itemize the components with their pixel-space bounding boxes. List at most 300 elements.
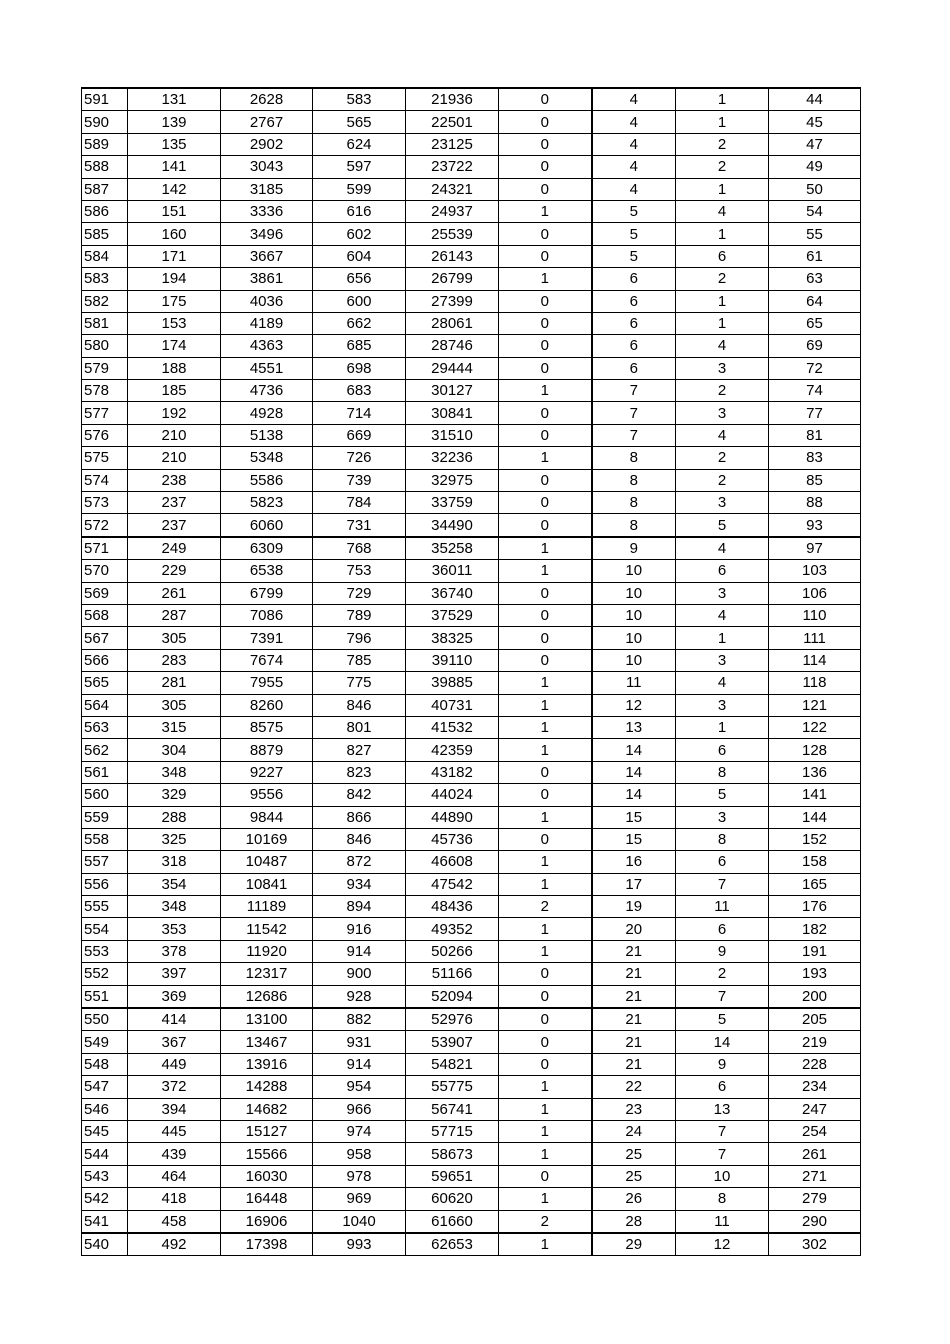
table-row [82, 178, 861, 200]
cell-count-c: 0 [499, 178, 592, 200]
cell-count-b: 731 [313, 514, 406, 537]
cell-cumulative-b: 24937 [406, 200, 499, 222]
cell-cumulative: 15566 [221, 1143, 313, 1165]
table-row [82, 1031, 861, 1053]
cell-count-b: 698 [313, 357, 406, 379]
cell-cumulative-d: 290 [769, 1210, 861, 1233]
cell-score: 573 [82, 492, 128, 514]
cell-cumulative-b: 40731 [406, 694, 499, 716]
cell-cumulative-b: 62653 [406, 1233, 499, 1256]
cell-score: 583 [82, 268, 128, 290]
cell-count-d: 8 [676, 761, 769, 783]
cell-cumulative-d: 228 [769, 1053, 861, 1075]
table-row [82, 469, 861, 491]
cell-score: 564 [82, 694, 128, 716]
cell-count: 160 [128, 223, 221, 245]
cell-count: 281 [128, 672, 221, 694]
cell-count: 464 [128, 1165, 221, 1187]
cell-cumulative: 7674 [221, 649, 313, 671]
table-row [82, 447, 861, 469]
cell-score: 552 [82, 963, 128, 985]
cell-count: 318 [128, 851, 221, 873]
cell-cumulative-c: 7 [592, 380, 676, 402]
cell-cumulative: 12317 [221, 963, 313, 985]
table-row [82, 424, 861, 446]
cell-count-c: 0 [499, 784, 592, 806]
table-row [82, 1098, 861, 1120]
cell-score: 542 [82, 1188, 128, 1210]
table-row [82, 1188, 861, 1210]
cell-count-c: 1 [499, 537, 592, 560]
cell-cumulative: 11542 [221, 918, 313, 940]
cell-cumulative-b: 23125 [406, 133, 499, 155]
cell-count-b: 785 [313, 649, 406, 671]
cell-cumulative: 2902 [221, 133, 313, 155]
cell-score: 559 [82, 806, 128, 828]
table-row [82, 312, 861, 334]
cell-count: 449 [128, 1053, 221, 1075]
cell-score: 579 [82, 357, 128, 379]
cell-count-c: 0 [499, 290, 592, 312]
cell-count-c: 0 [499, 133, 592, 155]
cell-count-b: 842 [313, 784, 406, 806]
cell-count-c: 0 [499, 492, 592, 514]
table-row [82, 402, 861, 424]
cell-count-d: 4 [676, 604, 769, 626]
cell-count: 329 [128, 784, 221, 806]
cell-score: 555 [82, 896, 128, 918]
cell-score: 545 [82, 1120, 128, 1142]
cell-cumulative-d: 69 [769, 335, 861, 357]
cell-cumulative-b: 49352 [406, 918, 499, 940]
cell-cumulative-b: 43182 [406, 761, 499, 783]
cell-count-d: 9 [676, 1053, 769, 1075]
cell-count-d: 2 [676, 380, 769, 402]
cell-cumulative-c: 15 [592, 828, 676, 850]
cell-count-c: 0 [499, 514, 592, 537]
cell-count: 288 [128, 806, 221, 828]
cell-cumulative-d: 247 [769, 1098, 861, 1120]
cell-score: 568 [82, 604, 128, 626]
cell-count-b: 662 [313, 312, 406, 334]
cell-cumulative-c: 6 [592, 268, 676, 290]
cell-count-d: 14 [676, 1031, 769, 1053]
cell-count-c: 0 [499, 649, 592, 671]
cell-cumulative-d: 302 [769, 1233, 861, 1256]
cell-count-d: 7 [676, 873, 769, 895]
cell-count-c: 0 [499, 828, 592, 850]
cell-count: 445 [128, 1120, 221, 1142]
cell-count-c: 2 [499, 1210, 592, 1233]
cell-count-b: 931 [313, 1031, 406, 1053]
cell-cumulative-d: 111 [769, 627, 861, 649]
cell-cumulative-c: 24 [592, 1120, 676, 1142]
cell-cumulative-d: 74 [769, 380, 861, 402]
cell-score: 580 [82, 335, 128, 357]
cell-count-d: 5 [676, 514, 769, 537]
cell-score: 543 [82, 1165, 128, 1187]
cell-cumulative-d: 205 [769, 1008, 861, 1031]
cell-count: 348 [128, 896, 221, 918]
cell-cumulative-b: 26799 [406, 268, 499, 290]
cell-cumulative: 17398 [221, 1233, 313, 1256]
cell-cumulative-c: 7 [592, 424, 676, 446]
cell-cumulative-d: 152 [769, 828, 861, 850]
cell-score: 582 [82, 290, 128, 312]
cell-count-d: 9 [676, 940, 769, 962]
cell-cumulative: 13467 [221, 1031, 313, 1053]
cell-cumulative: 4551 [221, 357, 313, 379]
cell-score: 549 [82, 1031, 128, 1053]
cell-count-d: 1 [676, 716, 769, 738]
cell-count: 394 [128, 1098, 221, 1120]
cell-cumulative: 7086 [221, 604, 313, 626]
cell-cumulative: 4736 [221, 380, 313, 402]
cell-count-d: 3 [676, 582, 769, 604]
cell-count-d: 2 [676, 469, 769, 491]
table-row [82, 873, 861, 895]
cell-cumulative-c: 16 [592, 851, 676, 873]
cell-score: 566 [82, 649, 128, 671]
cell-count-b: 600 [313, 290, 406, 312]
cell-cumulative-d: 193 [769, 963, 861, 985]
cell-cumulative: 4928 [221, 402, 313, 424]
cell-count-d: 4 [676, 200, 769, 222]
cell-cumulative: 11189 [221, 896, 313, 918]
cell-cumulative-d: 72 [769, 357, 861, 379]
cell-cumulative-c: 10 [592, 560, 676, 582]
cell-cumulative-d: 93 [769, 514, 861, 537]
cell-count-c: 2 [499, 896, 592, 918]
cell-count-c: 0 [499, 357, 592, 379]
cell-count: 229 [128, 560, 221, 582]
cell-cumulative-b: 41532 [406, 716, 499, 738]
cell-count-b: 928 [313, 985, 406, 1008]
cell-count-d: 3 [676, 402, 769, 424]
cell-cumulative: 14288 [221, 1076, 313, 1098]
cell-cumulative-b: 28746 [406, 335, 499, 357]
table-row [82, 604, 861, 626]
cell-count-c: 1 [499, 672, 592, 694]
cell-cumulative-c: 9 [592, 537, 676, 560]
cell-score: 541 [82, 1210, 128, 1233]
cell-count-b: 685 [313, 335, 406, 357]
cell-count: 210 [128, 424, 221, 446]
cell-cumulative-c: 15 [592, 806, 676, 828]
cell-count-d: 1 [676, 312, 769, 334]
cell-cumulative: 3043 [221, 156, 313, 178]
cell-count-d: 1 [676, 178, 769, 200]
cell-count-b: 1040 [313, 1210, 406, 1233]
cell-count: 458 [128, 1210, 221, 1233]
cell-score: 544 [82, 1143, 128, 1165]
cell-count-d: 7 [676, 985, 769, 1008]
cell-cumulative: 2628 [221, 88, 313, 111]
table-row [82, 1143, 861, 1165]
cell-count-d: 1 [676, 111, 769, 133]
cell-count-d: 10 [676, 1165, 769, 1187]
cell-cumulative-d: 165 [769, 873, 861, 895]
cell-count: 378 [128, 940, 221, 962]
cell-cumulative-d: 136 [769, 761, 861, 783]
cell-count: 372 [128, 1076, 221, 1098]
cell-cumulative-c: 26 [592, 1188, 676, 1210]
cell-count: 210 [128, 447, 221, 469]
cell-cumulative-b: 53907 [406, 1031, 499, 1053]
cell-count-d: 6 [676, 918, 769, 940]
cell-cumulative-b: 36740 [406, 582, 499, 604]
cell-count-b: 656 [313, 268, 406, 290]
cell-count-c: 1 [499, 918, 592, 940]
cell-cumulative-b: 56741 [406, 1098, 499, 1120]
cell-cumulative-d: 63 [769, 268, 861, 290]
cell-cumulative-b: 52094 [406, 985, 499, 1008]
cell-count-b: 602 [313, 223, 406, 245]
cell-count: 238 [128, 469, 221, 491]
cell-cumulative-c: 28 [592, 1210, 676, 1233]
cell-count: 131 [128, 88, 221, 111]
cell-cumulative-b: 28061 [406, 312, 499, 334]
cell-count: 174 [128, 335, 221, 357]
cell-count-b: 882 [313, 1008, 406, 1031]
cell-count-c: 1 [499, 851, 592, 873]
cell-cumulative-c: 10 [592, 649, 676, 671]
cell-count-b: 969 [313, 1188, 406, 1210]
cell-cumulative-d: 261 [769, 1143, 861, 1165]
cell-count-b: 714 [313, 402, 406, 424]
cell-count-b: 669 [313, 424, 406, 446]
cell-count-c: 1 [499, 380, 592, 402]
cell-count-d: 13 [676, 1098, 769, 1120]
cell-cumulative-b: 51166 [406, 963, 499, 985]
cell-count-b: 974 [313, 1120, 406, 1142]
cell-cumulative-d: 106 [769, 582, 861, 604]
cell-count-b: 894 [313, 896, 406, 918]
cell-cumulative: 5348 [221, 447, 313, 469]
cell-count-d: 4 [676, 424, 769, 446]
cell-count-c: 0 [499, 156, 592, 178]
cell-cumulative-b: 30127 [406, 380, 499, 402]
cell-score: 570 [82, 560, 128, 582]
cell-count-c: 1 [499, 1143, 592, 1165]
cell-cumulative-b: 44024 [406, 784, 499, 806]
cell-count-d: 2 [676, 133, 769, 155]
cell-cumulative-d: 83 [769, 447, 861, 469]
table-row [82, 1008, 861, 1031]
cell-score: 589 [82, 133, 128, 155]
cell-cumulative-c: 14 [592, 761, 676, 783]
cell-cumulative-c: 10 [592, 604, 676, 626]
cell-count: 261 [128, 582, 221, 604]
cell-count-d: 7 [676, 1120, 769, 1142]
cell-cumulative-c: 8 [592, 447, 676, 469]
cell-cumulative: 6538 [221, 560, 313, 582]
cell-count: 348 [128, 761, 221, 783]
cell-count: 414 [128, 1008, 221, 1031]
cell-cumulative-d: 234 [769, 1076, 861, 1098]
cell-cumulative-c: 21 [592, 1008, 676, 1031]
cell-cumulative-d: 77 [769, 402, 861, 424]
cell-cumulative: 9844 [221, 806, 313, 828]
cell-cumulative-c: 14 [592, 739, 676, 761]
cell-cumulative-b: 61660 [406, 1210, 499, 1233]
cell-count-d: 6 [676, 245, 769, 267]
cell-score: 574 [82, 469, 128, 491]
cell-cumulative-d: 254 [769, 1120, 861, 1142]
cell-cumulative-b: 39885 [406, 672, 499, 694]
cell-count-c: 1 [499, 268, 592, 290]
cell-cumulative-c: 5 [592, 223, 676, 245]
cell-score: 585 [82, 223, 128, 245]
cell-count-b: 789 [313, 604, 406, 626]
cell-cumulative-c: 8 [592, 492, 676, 514]
cell-score: 576 [82, 424, 128, 446]
cell-score: 562 [82, 739, 128, 761]
cell-count-c: 0 [499, 985, 592, 1008]
cell-count-d: 2 [676, 268, 769, 290]
cell-count-d: 11 [676, 1210, 769, 1233]
cell-count-d: 6 [676, 851, 769, 873]
cell-count-d: 1 [676, 88, 769, 111]
table-row [82, 582, 861, 604]
cell-score: 584 [82, 245, 128, 267]
cell-cumulative: 3185 [221, 178, 313, 200]
cell-cumulative-c: 4 [592, 156, 676, 178]
cell-count-b: 726 [313, 447, 406, 469]
cell-count-d: 4 [676, 335, 769, 357]
cell-cumulative-c: 21 [592, 1053, 676, 1075]
cell-cumulative: 3861 [221, 268, 313, 290]
cell-count-c: 1 [499, 1233, 592, 1256]
cell-cumulative-c: 10 [592, 627, 676, 649]
cell-count-c: 0 [499, 604, 592, 626]
table-row [82, 985, 861, 1008]
cell-cumulative-b: 25539 [406, 223, 499, 245]
cell-count-c: 0 [499, 312, 592, 334]
cell-count: 171 [128, 245, 221, 267]
cell-cumulative-d: 55 [769, 223, 861, 245]
cell-cumulative-d: 118 [769, 672, 861, 694]
cell-count-c: 0 [499, 1165, 592, 1187]
cell-cumulative: 16448 [221, 1188, 313, 1210]
cell-cumulative-d: 144 [769, 806, 861, 828]
cell-count: 283 [128, 649, 221, 671]
cell-cumulative-b: 36011 [406, 560, 499, 582]
cell-cumulative-b: 60620 [406, 1188, 499, 1210]
cell-cumulative: 14682 [221, 1098, 313, 1120]
cell-count: 304 [128, 739, 221, 761]
cell-cumulative-d: 200 [769, 985, 861, 1008]
cell-score: 577 [82, 402, 128, 424]
cell-cumulative-d: 81 [769, 424, 861, 446]
cell-cumulative: 6060 [221, 514, 313, 537]
table-body [82, 88, 861, 1256]
cell-count-b: 866 [313, 806, 406, 828]
cell-cumulative: 7955 [221, 672, 313, 694]
cell-cumulative-b: 44890 [406, 806, 499, 828]
cell-cumulative-b: 39110 [406, 649, 499, 671]
cell-score: 558 [82, 828, 128, 850]
cell-cumulative: 13100 [221, 1008, 313, 1031]
cell-cumulative-b: 26143 [406, 245, 499, 267]
cell-cumulative-c: 20 [592, 918, 676, 940]
cell-cumulative-c: 7 [592, 402, 676, 424]
cell-count-b: 900 [313, 963, 406, 985]
cell-cumulative-c: 4 [592, 133, 676, 155]
cell-score: 565 [82, 672, 128, 694]
cell-cumulative-c: 6 [592, 335, 676, 357]
cell-cumulative-d: 141 [769, 784, 861, 806]
cell-cumulative-b: 32236 [406, 447, 499, 469]
cell-cumulative-c: 22 [592, 1076, 676, 1098]
table-row [82, 761, 861, 783]
cell-score: 586 [82, 200, 128, 222]
cell-count-c: 0 [499, 761, 592, 783]
table-row [82, 200, 861, 222]
cell-count-d: 1 [676, 223, 769, 245]
cell-cumulative-c: 21 [592, 1031, 676, 1053]
cell-count-c: 0 [499, 1008, 592, 1031]
cell-score: 560 [82, 784, 128, 806]
cell-count: 439 [128, 1143, 221, 1165]
cell-count-d: 5 [676, 784, 769, 806]
cell-count-d: 1 [676, 290, 769, 312]
cell-count-b: 683 [313, 380, 406, 402]
cell-count-b: 739 [313, 469, 406, 491]
cell-count-b: 958 [313, 1143, 406, 1165]
cell-cumulative-b: 21936 [406, 88, 499, 111]
table-row [82, 537, 861, 560]
cell-count: 192 [128, 402, 221, 424]
table-row [82, 514, 861, 537]
cell-cumulative-b: 32975 [406, 469, 499, 491]
table-row [82, 694, 861, 716]
cell-cumulative-d: 110 [769, 604, 861, 626]
cell-cumulative-d: 191 [769, 940, 861, 962]
cell-cumulative-d: 61 [769, 245, 861, 267]
cell-count-d: 1 [676, 627, 769, 649]
cell-count-b: 597 [313, 156, 406, 178]
cell-cumulative-d: 103 [769, 560, 861, 582]
cell-cumulative: 9227 [221, 761, 313, 783]
cell-count-b: 827 [313, 739, 406, 761]
cell-count-c: 0 [499, 582, 592, 604]
cell-count-b: 796 [313, 627, 406, 649]
table-row [82, 268, 861, 290]
cell-cumulative: 9556 [221, 784, 313, 806]
cell-cumulative-b: 54821 [406, 1053, 499, 1075]
cell-cumulative-d: 54 [769, 200, 861, 222]
cell-score: 553 [82, 940, 128, 962]
cell-cumulative-d: 97 [769, 537, 861, 560]
cell-score: 567 [82, 627, 128, 649]
cell-count-b: 616 [313, 200, 406, 222]
table-row [82, 963, 861, 985]
table-row [82, 88, 861, 111]
table-row [82, 672, 861, 694]
cell-count-c: 0 [499, 111, 592, 133]
cell-cumulative-c: 23 [592, 1098, 676, 1120]
cell-cumulative-b: 33759 [406, 492, 499, 514]
cell-count-d: 3 [676, 357, 769, 379]
cell-count-b: 914 [313, 940, 406, 962]
cell-cumulative: 8879 [221, 739, 313, 761]
cell-score: 569 [82, 582, 128, 604]
cell-count: 153 [128, 312, 221, 334]
cell-cumulative-b: 45736 [406, 828, 499, 850]
cell-count-b: 604 [313, 245, 406, 267]
cell-count-b: 966 [313, 1098, 406, 1120]
